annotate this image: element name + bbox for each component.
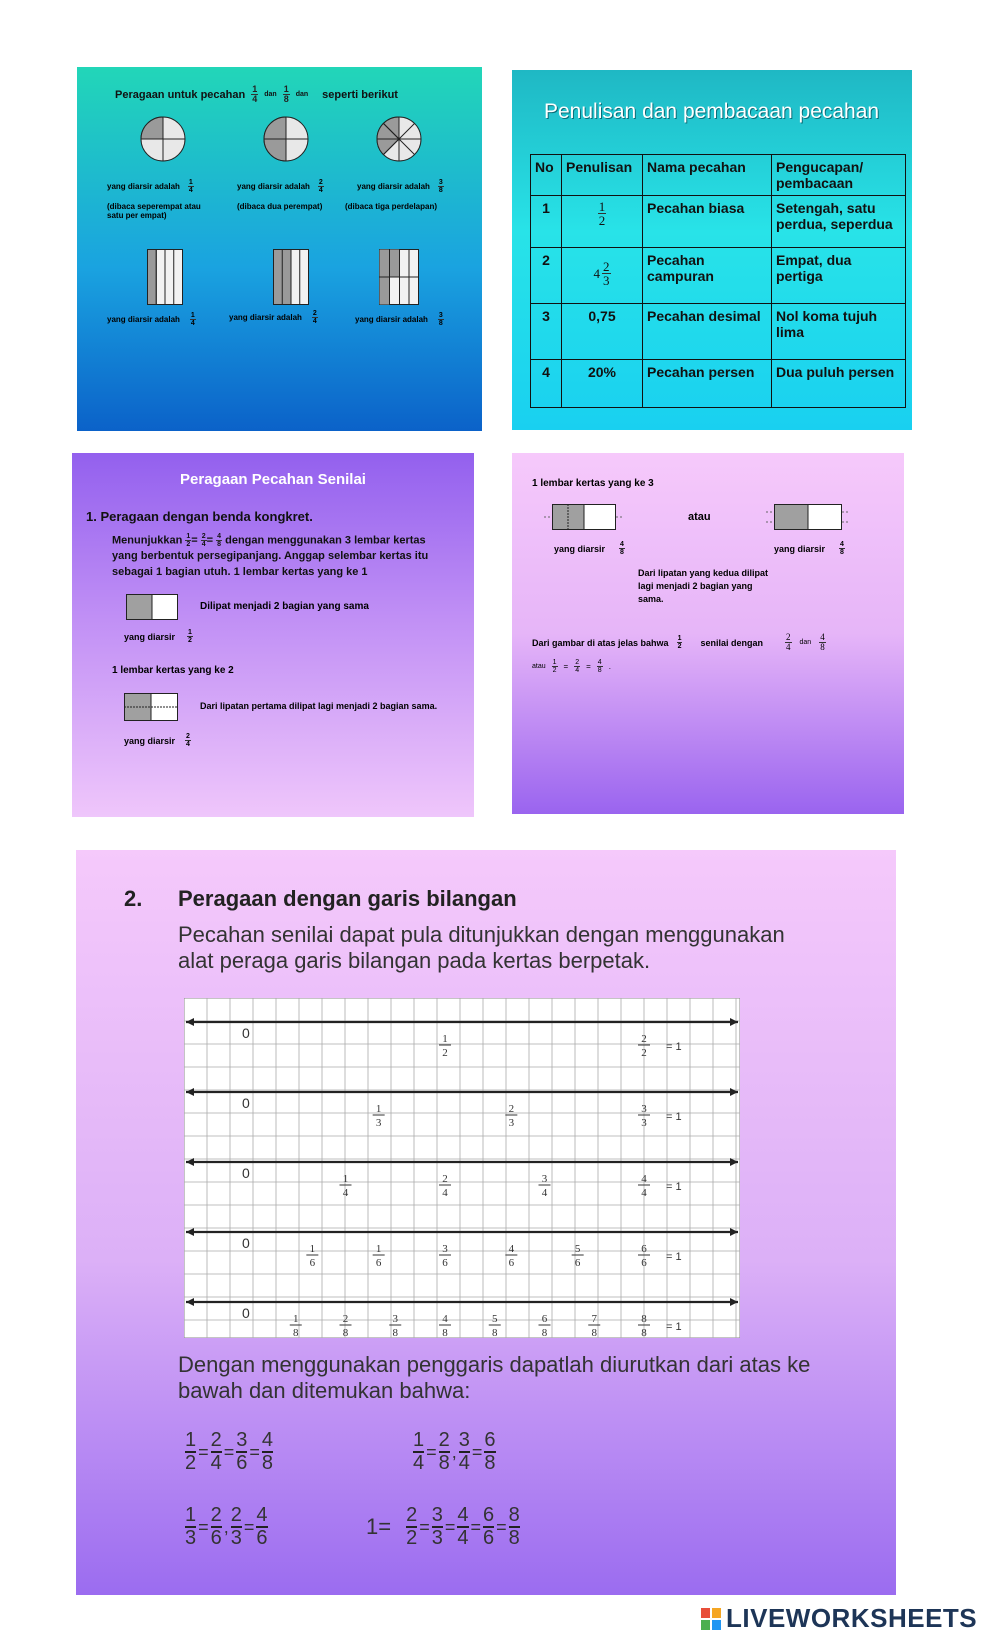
frac-den: 2 [188, 637, 192, 644]
bar-caption-3 [355, 312, 444, 327]
frac-den: 4 [201, 541, 206, 548]
fraction-denominator: 8 [342, 1327, 349, 1338]
conclusion-line [532, 633, 826, 652]
frac-den: 4 [786, 642, 791, 652]
zero-label: 0 [242, 1305, 250, 1321]
equals-sign: = [243, 1516, 255, 1537]
heading-prefix: Peragaan untuk pecahan [115, 88, 246, 101]
frac-num: 2 [210, 1504, 222, 1526]
frac-num: 1 [185, 1429, 197, 1451]
fraction-numerator: 8 [641, 1313, 647, 1325]
frac-num: 4 [457, 1504, 469, 1526]
fraction-table [530, 154, 906, 408]
table-header-row [531, 155, 906, 196]
shaded-label: yang diarsir [124, 735, 176, 746]
frac-num: 3 [438, 312, 443, 319]
brand-logo [700, 1603, 977, 1634]
equals-one-label: = 1 [666, 1251, 682, 1263]
caption-label: yang diarsir adalah [237, 182, 310, 191]
join-word: dan [295, 91, 309, 98]
frac-num: 4 [217, 533, 222, 540]
equals-sign: = [419, 1516, 430, 1537]
circle-caption-2 [237, 179, 324, 194]
frac-num: 1 [598, 199, 606, 214]
equals-sign: = [471, 1441, 483, 1462]
fold-text-3: Dari lipatan yang kedua dilipat lagi menjadi 2 bagian yang sama. [638, 568, 769, 605]
frac-den: 6 [256, 1527, 268, 1549]
fraction-denominator: 8 [492, 1327, 498, 1338]
fraction-denominator: 4 [442, 1187, 448, 1199]
fold-text-1: Dilipat menjadi 2 bagian yang sama [200, 601, 369, 612]
conclusion-b: senilai dengan [700, 637, 763, 648]
frac-num: 2 [210, 1429, 222, 1451]
frac-den: 3 [230, 1527, 242, 1549]
equals-sign: = [444, 1516, 456, 1537]
frac-den: 2 [186, 541, 191, 548]
frac-den: 4 [188, 187, 193, 194]
equation-fraction [211, 1430, 222, 1474]
fraction-numerator: 1 [309, 1243, 316, 1255]
reading-1: (dibaca seperempat atau satu per empat) [107, 202, 201, 220]
equals-sign: = [223, 1441, 235, 1462]
fraction-denominator: 8 [392, 1327, 398, 1338]
equation-fraction [231, 1505, 242, 1549]
paper-half-shaded [126, 594, 178, 620]
frac-num: 2 [186, 733, 190, 740]
circle-caption-1 [107, 179, 194, 194]
frac-den: 3 [431, 1527, 443, 1549]
equation-fraction [439, 1430, 450, 1474]
table-row [531, 304, 906, 360]
equation-fraction [185, 1505, 196, 1549]
frac-den: 4 [186, 741, 190, 748]
frac-num: 1 [413, 1429, 425, 1451]
fraction-denominator: 6 [641, 1257, 647, 1269]
frac-num: 6 [484, 1429, 496, 1451]
frac-num: 2 [201, 533, 206, 540]
slide3-title: Peragaan Pecahan Senilai [180, 471, 366, 488]
fraction-numerator: 2 [508, 1103, 515, 1115]
equation-fraction [432, 1505, 443, 1549]
frac-num: 2 [603, 259, 610, 274]
cell-writing: 0,75 [562, 304, 643, 360]
equality-row: atau $\frac{1}{2}$ = $\frac{2}{4}$ = $\frac{4}{8}$ . [532, 659, 611, 674]
table-row [531, 196, 906, 248]
cell-reading: Empat, dua pertiga [772, 248, 906, 304]
caption-label: yang diarsir adalah [355, 315, 428, 324]
equals-sign: = [198, 1441, 209, 1462]
equation-quarters [412, 1430, 497, 1474]
whole-fractions [405, 1505, 521, 1549]
grid-background [184, 998, 740, 1338]
paper-four-eighths-b [766, 500, 850, 534]
fraction-numerator: 6 [541, 1313, 548, 1325]
equation-fraction [509, 1505, 520, 1549]
cell-writing: 20% [562, 360, 643, 408]
slide2-title: Penulisan dan pembacaan pecahan [544, 100, 880, 123]
frac-num: 4 [620, 541, 624, 548]
frac-den: 4 [413, 1452, 425, 1474]
conclusion-text: Dengan menggunakan penggaris dapatlah diurutkan dari atas ke bawah dan ditemukan bahwa: [178, 1352, 811, 1404]
frac-num: 1 [188, 629, 192, 636]
fraction-denominator: 4 [342, 1187, 349, 1199]
frac-den: 8 [484, 1452, 496, 1474]
frac-den: 2 [406, 1527, 418, 1549]
frac-num: 1 [185, 1504, 197, 1526]
table-row [531, 360, 906, 408]
fraction-numerator: 3 [641, 1103, 647, 1115]
or-label: atau [532, 663, 546, 670]
frac-den: 4 [190, 320, 195, 327]
zero-label: 0 [242, 1025, 250, 1041]
text-show: Menunjukkan [112, 534, 183, 547]
item-2-number: 2. [124, 886, 143, 911]
and-word: dan [799, 639, 812, 646]
frac-num: 1 [190, 312, 195, 319]
fraction-numerator: 5 [492, 1313, 498, 1325]
frac-den: 6 [483, 1527, 495, 1549]
text-rest: dengan menggunakan 3 lembar kertas yang berbentuk persegipanjang. Anggap selembar kertas itu sebagai 1 bagian utuh. 1 lembar kertas yang ke 1 [112, 534, 429, 579]
frac-den: 8 [438, 187, 443, 194]
header-name: Nama pecahan [643, 155, 772, 196]
frac-den: 8 [508, 1527, 520, 1549]
frac-den: 2 [598, 213, 606, 228]
cell-no: 4 [531, 360, 562, 408]
frac-num: 2 [406, 1504, 418, 1526]
fraction-numerator: 3 [392, 1313, 398, 1325]
fraction-denominator: 6 [375, 1257, 382, 1269]
fraction-denominator: 6 [574, 1257, 581, 1269]
frac-den: 8 [820, 642, 825, 652]
circle-quarter-shaded [139, 115, 187, 163]
circle-caption-3 [357, 179, 444, 194]
zero-label: 0 [242, 1235, 250, 1251]
slide-equivalent-fractions [72, 453, 474, 817]
frac-num: 3 [438, 179, 443, 186]
fraction-numerator: 1 [375, 1103, 382, 1115]
frac-den: 6 [210, 1527, 222, 1549]
fraction-denominator: 8 [442, 1327, 448, 1338]
frac-num: 1 [188, 179, 193, 186]
frac-den: 4 [575, 667, 580, 674]
equation-fraction [236, 1430, 247, 1474]
fraction-denominator: 6 [309, 1257, 316, 1269]
fraction-denominator: 6 [442, 1257, 448, 1269]
cell-no: 2 [531, 248, 562, 304]
fraction-numerator: 6 [641, 1243, 647, 1255]
fraction-denominator: 8 [591, 1327, 597, 1338]
equation-fraction [211, 1505, 222, 1549]
equation-thirds [184, 1505, 269, 1549]
shaded-label: yang diarsir [124, 631, 176, 642]
whole-lead: 1= [366, 1514, 392, 1539]
frac-den: 2 [552, 667, 557, 674]
bar-half-shaded [273, 249, 309, 305]
item-1-text: Menunjukkan $\frac{1}{2}$ = $\frac{2}{4}$ = $\frac{4}{8}$ dengan menggunakan 3 lembar kertas yang berbentuk persegipanjang. Anggap selembar kertas itu sebagai 1 bagian utuh. 1 lembar kertas yang ke 1 [112, 533, 429, 579]
cell-no: 1 [531, 196, 562, 248]
fold-text-2: Dari lipatan pertama dilipat lagi menjadi 2 bagian sama. [200, 701, 438, 711]
cell-name: Pecahan campuran [643, 248, 772, 304]
frac-den: 2 [185, 1452, 197, 1474]
frac-num: 4 [261, 1429, 274, 1451]
fraction-numerator: 1 [375, 1243, 382, 1255]
liveworksheets-logo-icon [700, 1607, 722, 1631]
or-word: atau [688, 511, 711, 523]
equation-fraction [413, 1430, 424, 1474]
cell-no: 3 [531, 304, 562, 360]
fraction-denominator: 3 [375, 1117, 382, 1129]
frac-num: 1 [552, 659, 557, 666]
equals-one-label: = 1 [666, 1111, 682, 1123]
frac-den: 4 [458, 1452, 470, 1474]
slide-third-sheet [512, 453, 904, 814]
shaded-caption-2 [124, 733, 191, 748]
equation-fraction [256, 1505, 267, 1549]
frac-num: 1 [283, 84, 289, 94]
join-word: dan [264, 91, 277, 98]
fraction-numerator: 7 [591, 1313, 597, 1325]
frac-num: 4 [256, 1504, 268, 1526]
frac-den: 8 [597, 667, 602, 674]
frac-num: 3 [236, 1429, 248, 1451]
caption-label: yang diarsir adalah [357, 182, 430, 191]
frac-den: 8 [620, 549, 624, 556]
fraction-denominator: 8 [541, 1327, 548, 1338]
frac-num: 2 [575, 659, 580, 666]
equals-one-label: = 1 [666, 1321, 682, 1333]
frac-num: 2 [786, 632, 791, 642]
sheet-3-label: 1 lembar kertas yang ke 3 [532, 478, 654, 489]
shaded-label: yang diarsir [774, 543, 826, 554]
fraction-denominator: 6 [508, 1257, 515, 1269]
frac-den: 8 [283, 94, 289, 104]
fraction-numerator: 5 [574, 1243, 581, 1255]
frac-den: 4 [318, 187, 323, 194]
shaded-caption-a [554, 541, 625, 556]
frac-num: 3 [458, 1429, 470, 1451]
equals-sign: = [198, 1516, 209, 1537]
brand-name: LIVEWORKSHEETS [726, 1603, 978, 1633]
cell-reading: Dua puluh persen [772, 360, 906, 408]
frac-den: 3 [603, 273, 610, 288]
shaded-caption-1 [124, 629, 193, 644]
frac-den: 4 [312, 318, 317, 325]
fraction-denominator: 4 [641, 1187, 647, 1199]
fraction-numerator: 3 [541, 1173, 548, 1185]
header-writing: Penulisan [562, 155, 643, 196]
cell-reading: Nol koma tujuh lima [772, 304, 906, 360]
frac-den: 4 [210, 1452, 222, 1474]
reading-2: (dibaca dua perempat) [237, 202, 323, 211]
fraction-numerator: 4 [508, 1243, 515, 1255]
shaded-label: yang diarsir [554, 543, 606, 554]
fraction-denominator: 8 [641, 1327, 647, 1338]
equation-halves [184, 1430, 274, 1474]
heading-suffix: seperti berikut [322, 88, 398, 101]
frac-num: 1 [677, 635, 682, 642]
mixed-whole: 4 [593, 265, 600, 281]
frac-den: 8 [261, 1452, 274, 1474]
fraction-numerator: 2 [641, 1033, 647, 1045]
slide-fraction-writing [512, 70, 912, 430]
equals-sign: , [451, 1441, 457, 1462]
shaded-caption-b [774, 541, 845, 556]
frac-num: 1 [252, 84, 258, 94]
slide-number-line [76, 850, 896, 1595]
fraction-denominator: 2 [442, 1047, 448, 1059]
frac-num: 2 [312, 310, 317, 317]
equation-fraction [483, 1505, 494, 1549]
frac-num: 2 [230, 1504, 242, 1526]
item-2-intro: Pecahan senilai dapat pula ditunjukkan dengan menggunakan alat peraga garis bilangan pada kertas berpetak. [178, 922, 785, 974]
equals-sign: = [496, 1516, 507, 1537]
equation-fraction [459, 1430, 470, 1474]
frac-num: 8 [508, 1504, 520, 1526]
fraction-numerator: 2 [342, 1313, 349, 1325]
conclusion-a: Dari gambar di atas jelas bahwa [532, 637, 669, 648]
equation-fraction [406, 1505, 417, 1549]
fraction-numerator: 3 [442, 1243, 448, 1255]
bar-caption-1 [107, 312, 196, 327]
cell-name: Pecahan biasa [643, 196, 772, 248]
equation-fraction [185, 1430, 196, 1474]
frac-num: 2 [438, 1429, 450, 1451]
frac-num: 3 [431, 1504, 443, 1526]
fraction-denominator: 3 [508, 1117, 515, 1129]
circle-half-shaded [262, 115, 310, 163]
fraction-numerator: 1 [442, 1033, 448, 1045]
fraction-denominator: 8 [293, 1327, 299, 1338]
equals-sign: , [223, 1516, 229, 1537]
reading-3: (dibaca tiga perdelapan) [345, 202, 438, 211]
equals-sign: = [426, 1441, 437, 1462]
cell-writing [562, 248, 643, 304]
caption-label: yang diarsir adalah [107, 182, 180, 191]
frac-num: 1 [186, 533, 191, 540]
frac-den: 8 [840, 549, 844, 556]
frac-den: 2 [677, 643, 682, 650]
equation-whole [366, 1505, 521, 1549]
fraction-numerator: 4 [641, 1173, 647, 1185]
fraction-numerator: 1 [293, 1313, 299, 1325]
caption-label: yang diarsir adalah [107, 315, 180, 324]
equation-fraction [262, 1430, 273, 1474]
cell-reading: Setengah, satu perdua, seperdua [772, 196, 906, 248]
zero-label: 0 [242, 1165, 250, 1181]
frac-num: 4 [820, 632, 825, 642]
frac-num: 4 [840, 541, 844, 548]
equals-sign: = [470, 1516, 482, 1537]
equals-one-label: = 1 [666, 1181, 682, 1193]
fraction-numerator: 4 [442, 1313, 448, 1325]
fraction-numerator: 1 [342, 1173, 349, 1185]
circle-three-eighths-shaded [375, 115, 423, 163]
fraction-denominator: 3 [641, 1117, 647, 1129]
fraction-denominator: 2 [641, 1047, 647, 1059]
fraction-denominator: 4 [541, 1187, 548, 1199]
frac-den: 4 [252, 94, 258, 104]
zero-label: 0 [242, 1095, 250, 1111]
fraction-numerator: 2 [442, 1173, 448, 1185]
header-no: No [531, 155, 562, 196]
frac-den: 6 [236, 1452, 248, 1474]
sheet-2-label: 1 lembar kertas yang ke 2 [112, 665, 234, 676]
caption-label: yang diarsir adalah [229, 313, 302, 322]
frac-num: 2 [318, 179, 323, 186]
frac-num: 6 [483, 1504, 495, 1526]
slide-fraction-demo [77, 67, 482, 431]
equation-fraction [457, 1505, 468, 1549]
frac-den: 8 [438, 1452, 450, 1474]
frac-den: 3 [185, 1527, 197, 1549]
bar-three-eighths-shaded [379, 249, 419, 305]
frac-den: 4 [457, 1527, 469, 1549]
frac-num: 4 [597, 659, 602, 666]
bar-quarter-shaded [147, 249, 183, 305]
header-reading: Pengucapan/ pembacaan [772, 155, 906, 196]
cell-writing [562, 196, 643, 248]
paper-four-eighths-a [544, 500, 624, 534]
equals-sign: = [249, 1441, 260, 1462]
number-line-grid [184, 998, 740, 1338]
equals-one-label: = 1 [666, 1041, 682, 1053]
cell-name: Pecahan persen [643, 360, 772, 408]
bar-caption-2 [229, 310, 318, 325]
slide1-heading [115, 85, 398, 104]
table-row [531, 248, 906, 304]
item-2-title: Peragaan dengan garis bilangan [178, 886, 517, 911]
frac-den: 8 [438, 320, 443, 327]
frac-den: 8 [217, 541, 222, 548]
item-1-heading: 1. Peragaan dengan benda kongkret. [86, 509, 313, 524]
paper-two-quarters-shaded [124, 693, 178, 721]
equation-fraction [484, 1430, 495, 1474]
cell-name: Pecahan desimal [643, 304, 772, 360]
